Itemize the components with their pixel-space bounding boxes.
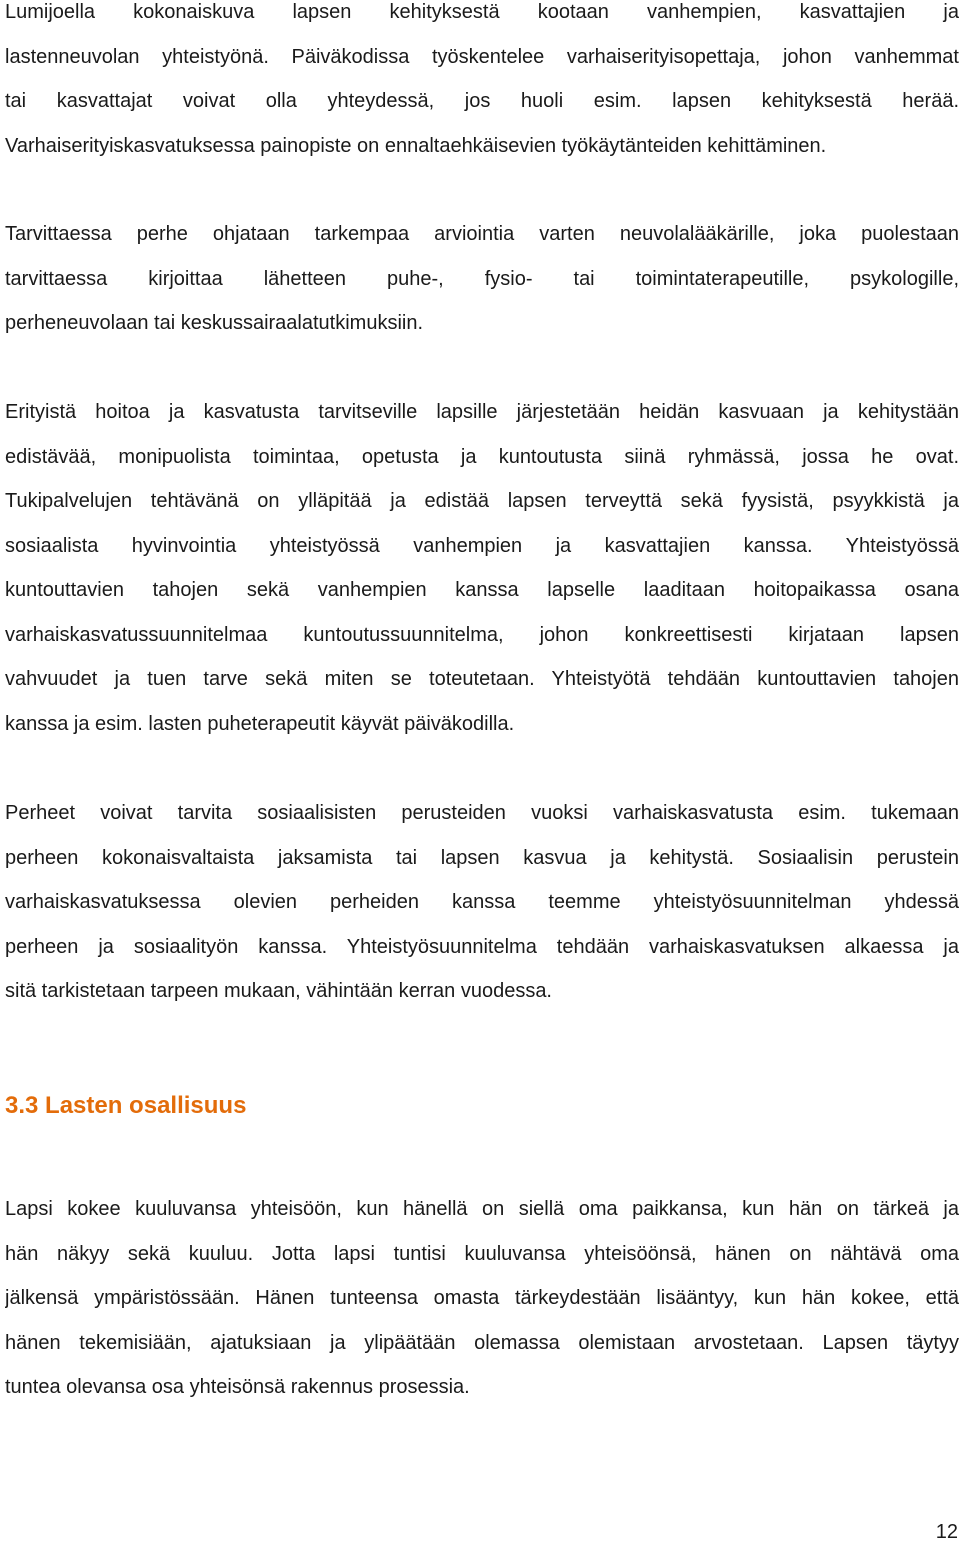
paragraph-3: [5, 390, 959, 746]
paragraph-line: perheneuvolaan tai keskussairaalatutkimuksiin.: [5, 312, 424, 334]
paragraph-line: hän näkyy sekä kuuluu. Jotta lapsi tuntisi kuuluvansa yhteisöönsä, hänen on nähtävä oma: [5, 1242, 959, 1265]
paragraph-line: Perheet voivat tarvita sosiaalisisten perusteiden vuoksi varhaiskasvatusta esim. tukemaan: [5, 802, 959, 824]
paragraph-line: varhaiskasvatussuunnitelmaa kuntoutussuunnitelma, johon konkreettisesti kirjataan lapsen: [5, 623, 959, 646]
paragraph-line: Lumijoella kokonaiskuva lapsen kehityksestä kootaan vanhempien, kasvattajien ja: [5, 1, 959, 23]
paragraph-1: [5, 0, 959, 168]
paragraph-4: [5, 791, 959, 1014]
paragraph-line: Erityistä hoitoa ja kasvatusta tarvitseville lapsille järjestetään heidän kasvuaan ja kehitystään: [5, 401, 959, 423]
paragraph-line: Lapsi kokee kuuluvansa yhteisöön, kun hänellä on siellä oma paikkansa, kun hän on tärkeä ja: [5, 1198, 959, 1220]
paragraph-line: tai kasvattajat voivat olla yhteydessä, jos huoli esim. lapsen kehityksestä herää.: [5, 90, 959, 112]
paragraph-line: Varhaiserityiskasvatuksessa painopiste on ennaltaehkäisevien työkäytänteiden kehittäminen.: [5, 134, 827, 157]
paragraph-line: hänen tekemisiään, ajatuksiaan ja ylipäätään olemassa olemistaan arvostetaan. Lapsen täytyy: [5, 1331, 959, 1354]
paragraph-5: [5, 1187, 959, 1410]
section-heading: 3.3 Lasten osallisuus: [5, 1092, 247, 1119]
paragraph-2: [5, 212, 959, 346]
paragraph-line: tuntea olevansa osa yhteisönsä rakennus prosessia.: [5, 1376, 470, 1398]
paragraph-line: tarvittaessa kirjoittaa lähetteen puhe-, fysio- tai toimintaterapeutille, psykologille,: [5, 267, 959, 290]
paragraph-line: varhaiskasvatuksessa olevien perheiden kanssa teemme yhteistyösuunnitelman yhdessä: [5, 891, 959, 913]
paragraph-line: perheen kokonaisvaltaista jaksamista tai lapsen kasvua ja kehitystä. Sosiaalisin perustein: [5, 846, 959, 869]
paragraph-line: lastenneuvolan yhteistyönä. Päiväkodissa työskentelee varhaiserityisopettaja, johon vanhemmat: [5, 45, 959, 68]
paragraph-line: Tukipalvelujen tehtävänä on ylläpitää ja edistää lapsen terveyttä sekä fyysistä, psyykkistä ja: [5, 490, 959, 512]
page-number: 12: [935, 1521, 958, 1543]
paragraph-line: perheen ja sosiaalityön kanssa. Yhteistyösuunnitelma tehdään varhaiskasvatuksen alkaessa ja: [5, 935, 959, 958]
paragraph-line: Tarvittaessa perhe ohjataan tarkempaa arviointia varten neuvolalääkärille, joka puolestaan: [5, 223, 959, 245]
paragraph-line: kuntouttavien tahojen sekä vanhempien kanssa lapselle laaditaan hoitopaikassa osana: [5, 579, 959, 601]
paragraph-line: edistävää, monipuolista toimintaa, opetusta ja kuntoutusta siinä ryhmässä, jossa he ovat.: [5, 445, 959, 468]
paragraph-line: vahvuudet ja tuen tarve sekä miten se toteutetaan. Yhteistyötä tehdään kuntouttavien tahojen: [5, 668, 959, 690]
paragraph-line: kanssa ja esim. lasten puheterapeutit käyvät päiväkodilla.: [5, 712, 515, 735]
paragraph-line: sitä tarkistetaan tarpeen mukaan, vähintään kerran vuodessa.: [5, 980, 552, 1002]
paragraph-line: sosiaalista hyvinvointia yhteistyössä vanhempien ja kasvattajien kanssa. Yhteistyössä: [5, 534, 959, 557]
paragraph-line: jälkensä ympäristössään. Hänen tunteensa omasta tärkeydestään lisääntyy, kun hän kokee, että: [5, 1287, 959, 1309]
